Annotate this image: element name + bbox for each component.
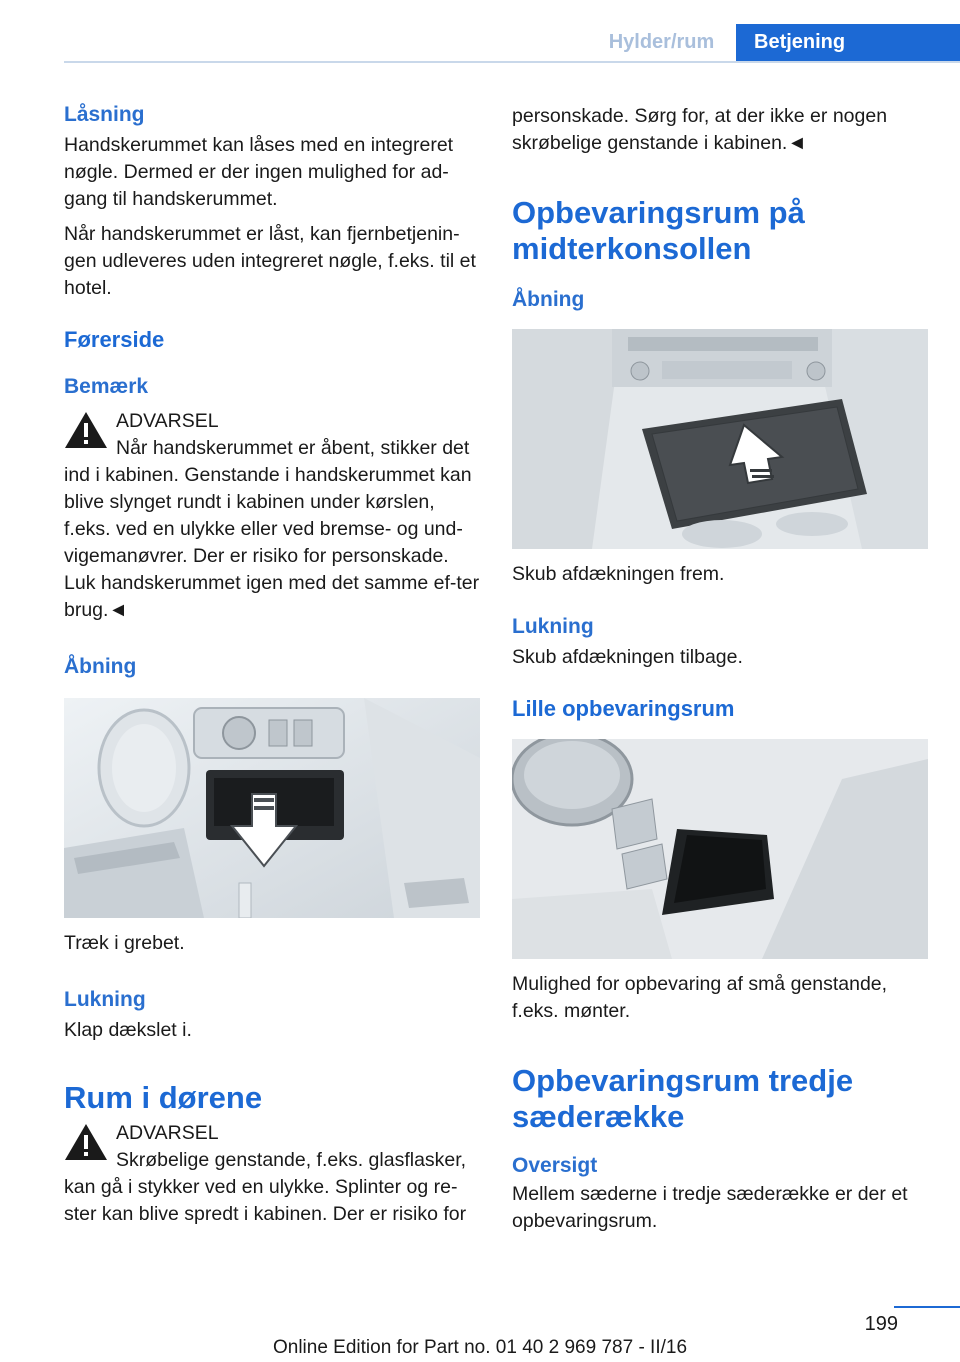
left-column	[64, 100, 482, 1228]
warning-1-title: ADVARSEL	[116, 410, 219, 432]
footer-rule	[894, 1306, 960, 1308]
opening-heading-right: Åbning	[512, 288, 585, 311]
continuation-text: personskade. Sørg for, at der ikke er nogen skrøbelige genstande i kabinen.◄	[512, 105, 888, 154]
console-storage-heading: Opbevaringsrum på midterkonsollen	[512, 195, 805, 266]
page-number: 199	[864, 1313, 898, 1335]
figure-2-caption: Skub afdækningen frem.	[512, 563, 725, 585]
page-header	[0, 24, 960, 62]
doors-heading: Rum i dørene	[64, 1080, 263, 1115]
header-rule	[64, 61, 960, 63]
warning-2-title: ADVARSEL	[116, 1122, 219, 1144]
locking-paragraph-2: Når handskerummet er låst, kan fjernbetjenin-gen udleveres uden integreret nøgle, f.eks. til et hotel.	[64, 223, 476, 299]
warning-block-2	[64, 1120, 482, 1228]
overview-text: Mellem sæderne i tredje sæderække er der et opbevaringsrum.	[512, 1183, 908, 1232]
note-heading: Bemærk	[64, 375, 149, 398]
overview-heading: Oversigt	[512, 1154, 598, 1177]
small-storage-heading: Lille opbevaringsrum	[512, 696, 735, 721]
locking-heading: Låsning	[64, 103, 145, 126]
closing-heading-right: Lukning	[512, 615, 594, 638]
warning-1-text	[64, 435, 482, 624]
locking-paragraph-1: Handskerummet kan låses med en integreret nøgle. Dermed er der ingen mulighed for ad-gang til handskerummet.	[64, 134, 454, 210]
glovebox-figure	[64, 698, 480, 918]
section-tab: Hylder/rum	[608, 31, 715, 53]
warning-2-text-span: Skrøbelige genstande, f.eks. glasflasker, kan gå i stykker ved en ulykke. Splinter og re-ster kan blive spredt i kabinen. Der er risiko for	[64, 1149, 467, 1225]
glovebox-illustration	[64, 698, 480, 918]
figure-1-caption: Træk i grebet.	[64, 932, 185, 954]
chapter-tab: Betjening	[736, 24, 960, 62]
driver-side-heading: Førerside	[64, 327, 165, 352]
warning-block-1	[64, 408, 482, 624]
opening-heading-left: Åbning	[64, 655, 137, 678]
closing-text-left: Klap dækslet i.	[64, 1019, 192, 1041]
right-column	[512, 100, 930, 1235]
small-storage-illustration	[512, 739, 928, 959]
warning-2-text	[64, 1147, 482, 1228]
third-row-heading: Opbevaringsrum tredje sæderække	[512, 1063, 854, 1134]
warning-1-text-span: Når handskerummet er åbent, stikker det ind i kabinen. Genstande i handskerummet kan blive slynget rundt i kabinen under kørslen, f.eks. ved en ulykke eller ved bremse- og und-vigemanøvrer. Der er risiko for personskade. Luk handskerummet igen med det samme ef-ter brug.◄	[64, 437, 480, 621]
figure-3-caption: Mulighed for opbevaring af små genstande, f.eks. mønter.	[512, 973, 888, 1022]
closing-heading-left: Lukning	[64, 988, 146, 1011]
edition-note: Online Edition for Part no. 01 40 2 969 787 - II/16	[272, 1337, 688, 1358]
small-storage-figure	[512, 739, 928, 959]
closing-text-right: Skub afdækningen tilbage.	[512, 646, 743, 668]
warning-triangle-icon	[64, 410, 108, 450]
console-figure	[512, 329, 928, 549]
warning-triangle-icon	[64, 1122, 108, 1162]
console-illustration	[512, 329, 928, 549]
